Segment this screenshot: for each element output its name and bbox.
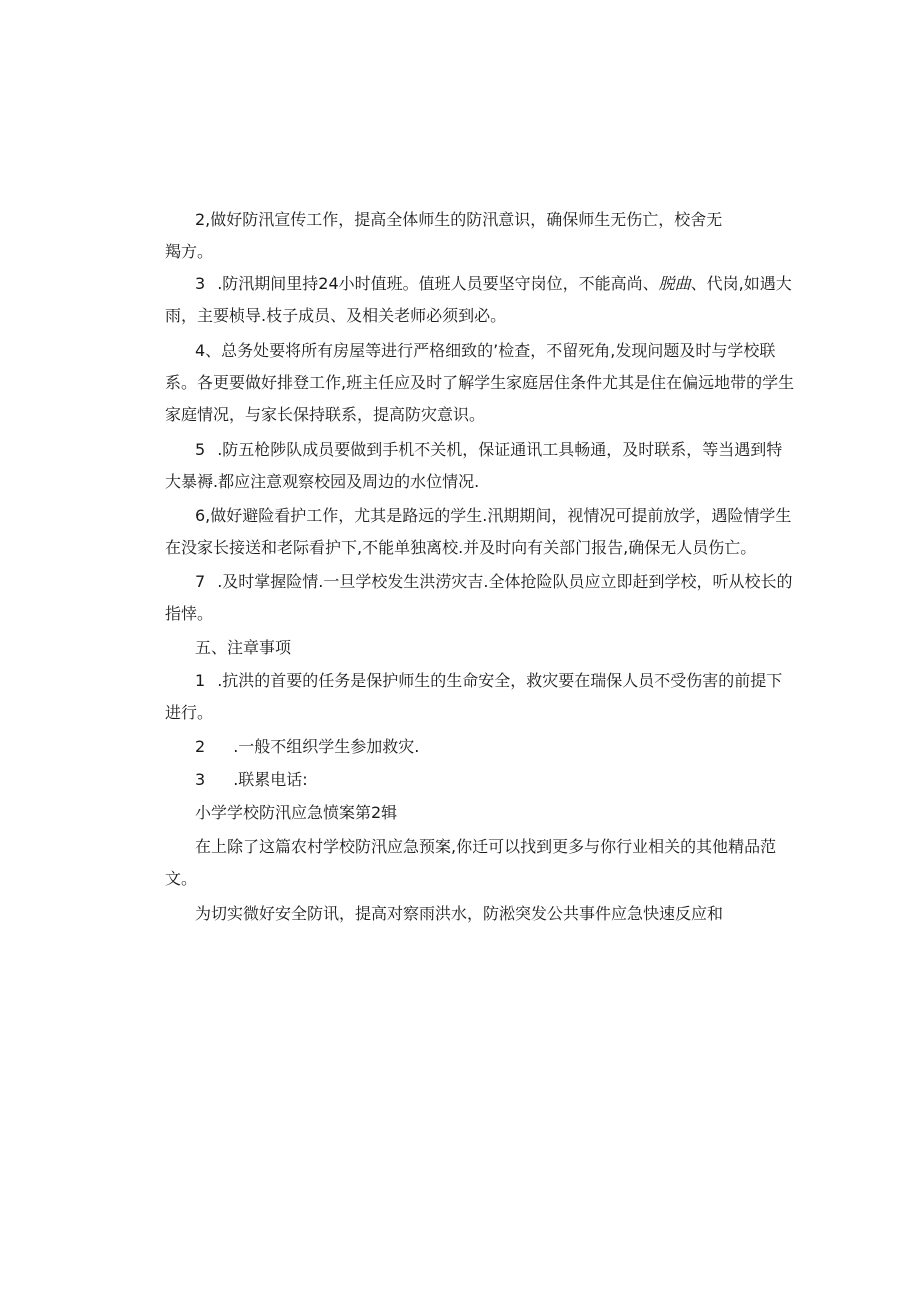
note-1-line-2: [165, 702, 213, 724]
item-4-line-2: [165, 372, 794, 394]
note-3-text: .联累电话:: [233, 770, 308, 789]
note-1-number: 1: [195, 671, 206, 690]
note-3: [195, 769, 308, 791]
item-7-continuation: 指悻。: [165, 604, 214, 623]
item-3-italic-text: 脱曲: [658, 274, 691, 293]
item-6-continuation: 在没家长接送和老际看护下,不能单独离校.并及时向有关部门报告,确保无人员伤亡。: [165, 538, 757, 557]
item-5-line-2: [165, 471, 479, 493]
item-5-text: .防五枪陟队成员要做到手机不关机，保证通讯工具畅通，及时联系，等当遇到特: [217, 440, 783, 459]
item-6-line-2: [165, 537, 756, 559]
promo-text: 在上除了这篇农村学校防汛应急预案,你迁可以找到更多与你行业相关的其他精品范: [195, 837, 777, 856]
note-2-text: .一般不组织学生参加救灾.: [233, 737, 420, 756]
section-heading: [195, 637, 291, 659]
subtitle: [195, 802, 397, 824]
item-5-line-1: [195, 439, 782, 461]
item-6-text: 6,做好避险看护工作，尤其是路远的学生.汛期期间，视情况可提前放学，遇险情学生: [195, 506, 792, 525]
item-4-continuation-2: 家庭情况，与家长保持联系，提高防灾意识。: [165, 405, 486, 424]
item-7-line-1: [195, 571, 792, 593]
note-2: [195, 736, 419, 758]
item-3-number: 3: [195, 274, 206, 293]
item-3-text-b: 、代岗,如遇大: [690, 274, 792, 293]
item-2-continuation: 羯方。: [165, 242, 214, 261]
promo-line-1: [195, 836, 776, 858]
item-7-text: .及时掌握险情.一旦学校发生洪涝灾吉.全体抢险队员应立即赶到学校，听从校长的: [217, 572, 793, 591]
item-4-text: 4、总务处要将所有房屋等进行严格细致的’检查，不留死角,发现问题及时与学校联: [195, 341, 776, 360]
item-4-line-3: [165, 404, 485, 426]
item-7-number: 7: [195, 572, 206, 591]
note-1-line-1: [195, 670, 782, 692]
item-6-line-1: [195, 505, 791, 527]
item-2-line-1: [195, 209, 722, 231]
item-4-line-1: [195, 340, 775, 362]
promo-continuation: 文。: [165, 869, 198, 888]
note-2-number: 2: [195, 737, 206, 756]
promo-line-2: [165, 868, 197, 890]
item-3-text-a: .防汛期间里持24小时值班。值班人员要坚守岗位，不能高尚、: [217, 274, 659, 293]
item-7-line-2: [165, 603, 213, 625]
closing-text: 为切实微好安全防讯，提高对察雨洪水，防淞突发公共事件应急快速反应和: [195, 904, 724, 923]
note-3-number: 3: [195, 770, 206, 789]
item-3-line-2: [165, 305, 506, 327]
subtitle-text: 小学学校防汛应急愤案第2辑: [195, 803, 398, 822]
item-2-text: 2,做好防汛宣传工作，提高全体师生的防汛意识，确保师生无伤亡，校舍无: [195, 210, 723, 229]
item-5-number: 5: [195, 440, 206, 459]
note-1-text: .抗洪的首要的任务是保护师生的生命安全，救灾要在瑞保人员不受伤害的前提下: [217, 671, 783, 690]
note-1-continuation: 进行。: [165, 703, 214, 722]
item-2-line-2: [165, 241, 213, 263]
item-4-continuation-1: 系。各更要做好排登工作,班主任应及时了解学生家庭居住条件尤其是住在偏远地带的学生: [165, 373, 795, 392]
section-heading-text: 五、注章事项: [195, 638, 292, 657]
item-3-continuation: 雨，主要桢导.枝子成员、及相关老师必须到必。: [165, 306, 507, 325]
item-3-line-1: [195, 273, 792, 295]
closing-line: [195, 903, 723, 925]
item-5-continuation: 大暴褥.都应注意观察校园及周边的水位情况.: [165, 472, 480, 491]
